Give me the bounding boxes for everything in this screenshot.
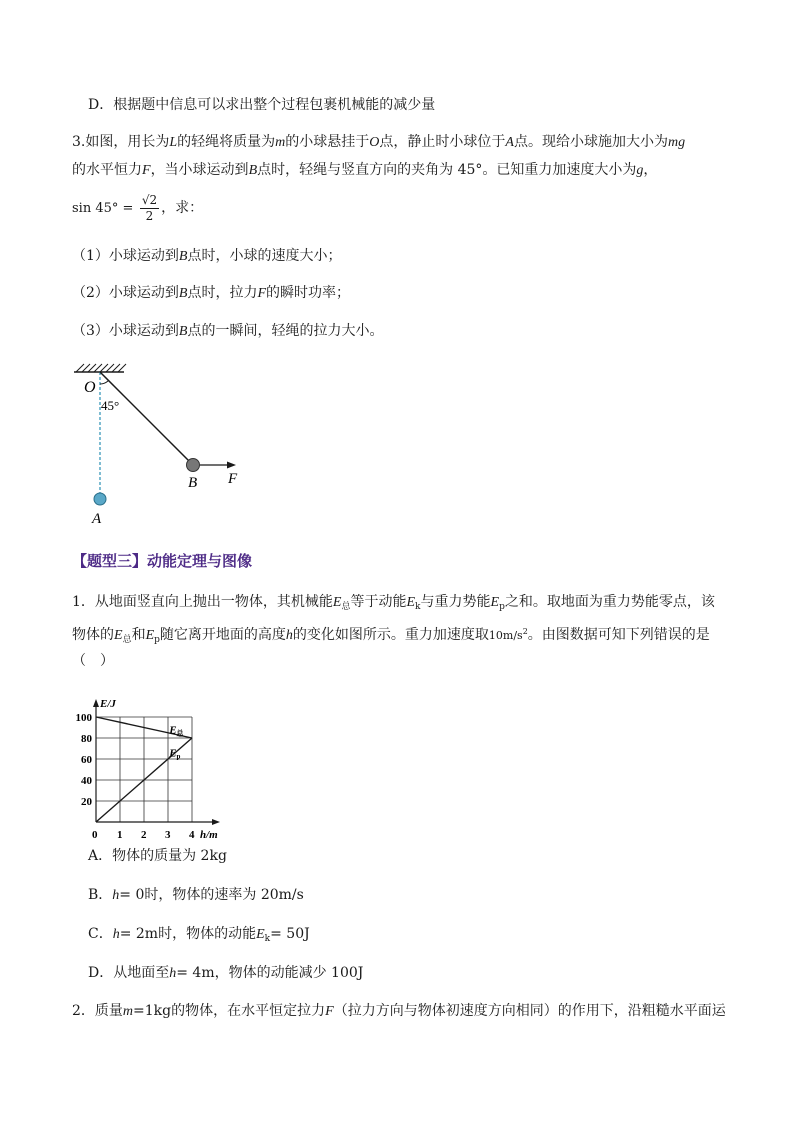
option-b: B．h= 0时，物体的速率为 20m/s: [88, 887, 304, 903]
q3-part-1: （1）小球运动到B点时，小球的速度大小；: [72, 248, 342, 264]
y-tick-label-3: 80: [81, 733, 92, 745]
q3-part-2: （2）小球运动到B点时，拉力F的瞬时功率；: [72, 285, 351, 301]
force-arrowhead: [227, 462, 236, 469]
series-label-e-total-sub: 总: [176, 729, 184, 738]
q3-part-3: （3）小球运动到B点的一瞬间，轻绳的拉力大小。: [72, 323, 384, 339]
label-b: B: [188, 475, 198, 491]
option-d: D．从地面至h= 4m，物体的动能减少 100J: [88, 965, 364, 981]
section-heading: 【题型三】动能定理与图像: [72, 552, 253, 570]
x-tick-label-2: 2: [141, 829, 147, 838]
y-axis-arrowhead: [93, 699, 99, 707]
y-axis-label: E/J: [100, 698, 116, 710]
label-angle: 45°: [101, 398, 120, 413]
label-a: A: [92, 511, 102, 527]
label-o: O: [84, 379, 96, 396]
x-tick-label-1: 1: [117, 829, 123, 838]
q1-line-3: （ ）: [72, 653, 114, 669]
series-label-e-total: E总: [169, 724, 184, 738]
option-a: A．物体的质量为 2kg: [88, 848, 227, 864]
ball-at-b: [187, 459, 200, 472]
y-tick-label-1: 40: [81, 775, 92, 787]
q1-line-1: 1．从地面竖直向上抛出一物体，其机械能$E_总$等于动能$E_k$与重力势能$E_p$之和。取地面为重力势能零点，该: [72, 594, 715, 612]
q1-line-2: 物体的$E_总$和$E_p$随它离开地面的高度h的变化如图所示。重力加速度取$10m/s^2$。由图数据可知下列错误的是: [72, 627, 710, 645]
sqrt2-over-2-fraction: $\frac{√2}{2}$: [141, 192, 158, 223]
option-d-prev: D．根据题中信息可以求出整个过程包裹机械能的减少量: [88, 97, 436, 113]
series-label-ep-sub: p: [176, 752, 181, 761]
pendulum-figure: [60, 358, 260, 533]
ball-at-a: [94, 493, 106, 505]
y-tick-label-2: 60: [81, 754, 92, 766]
angle-arc: [100, 381, 109, 385]
label-f: F: [228, 471, 238, 487]
q2-line-1: 2．质量m=1kg的物体，在水平恒定拉力F（拉力方向与物体初速度方向相同）的作用下，沿粗糙水平面运: [72, 1003, 726, 1019]
q3-line-3: sin 45° = $\frac{√2}{2}$ ，求：: [72, 192, 204, 223]
q3-line-1: 3.如图，用长为L的轻绳将质量为m的小球悬挂于O点，静止时小球位于A点。现给小球施加大小为mg: [72, 134, 686, 150]
series-label-ep: Ep: [169, 747, 181, 761]
energy-height-chart: [62, 688, 232, 838]
rope-to-b: [100, 372, 192, 464]
q3-line-2: 的水平恒力F，当小球运动到B点时，轻绳与竖直方向的夹角为 45°。已知重力加速度大小为g，: [72, 162, 658, 178]
y-tick-label-0: 20: [81, 796, 92, 808]
x-tick-label-4: 4: [189, 829, 195, 838]
y-tick-label-4: 100: [75, 712, 92, 724]
x-tick-label-3: 3: [165, 829, 171, 838]
x-tick-label-0: 0: [92, 829, 98, 838]
x-axis-label: h/m: [200, 829, 218, 838]
ceiling-support: [74, 364, 126, 372]
option-c: C．h= 2m时，物体的动能$E_k= 50J$: [88, 926, 310, 944]
x-axis-arrowhead: [212, 819, 220, 825]
